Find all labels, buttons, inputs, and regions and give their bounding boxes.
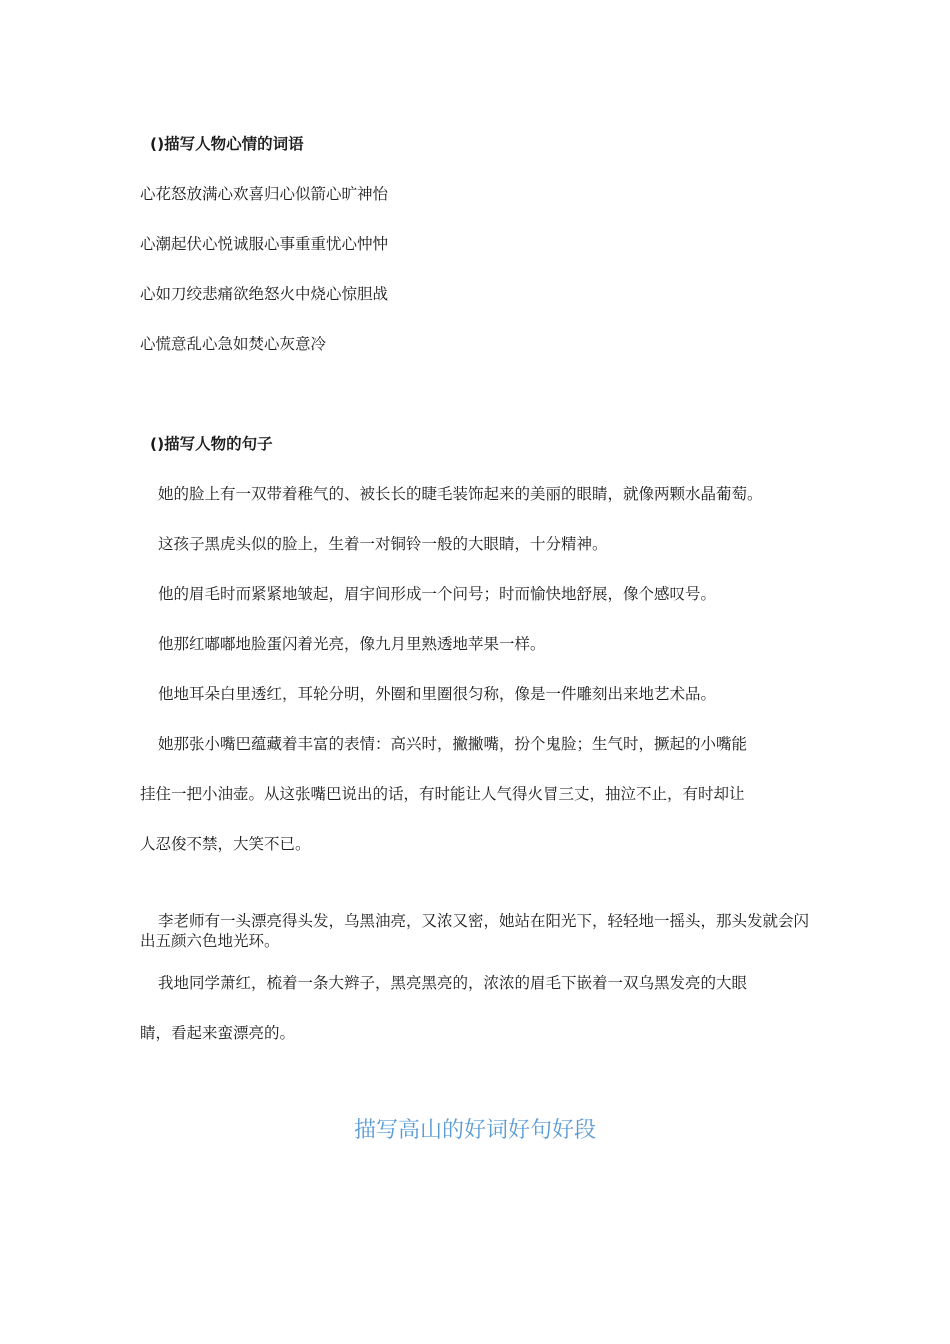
- mood-words-line: 心慌意乱心急如焚心灰意冷: [140, 335, 327, 353]
- classmate-paragraph-line: 我地同学萧红，梳着一条大辫子，黑亮黑亮的，浓浓的眉毛下嵌着一双乌黑发亮的大眼: [158, 974, 748, 992]
- sentence-paragraph: 他地耳朵白里透红，耳轮分明，外圈和里圈很匀称，像是一件雕刻出来地艺术品。: [158, 685, 717, 703]
- sentence-paragraph: 他的眉毛时而紧紧地皱起，眉宇间形成一个问号；时而愉快地舒展，像个感叹号。: [158, 585, 717, 603]
- mountain-section-title: 描写高山的好词好句好段: [353, 1118, 596, 1143]
- classmate-paragraph-line: 睛，看起来蛮漂亮的。: [140, 1024, 296, 1042]
- sentence-paragraph: 这孩子黑虎头似的脸上，生着一对铜铃一般的大眼睛，十分精神。: [158, 535, 608, 553]
- mood-words-line: 心潮起伏心悦诚服心事重重忧心忡忡: [140, 235, 389, 253]
- sentence-paragraph: 他那红嘟嘟地脸蛋闪着光亮，像九月里熟透地苹果一样。: [158, 635, 546, 653]
- mouth-paragraph-line: 人忍俊不禁，大笑不已。: [140, 835, 311, 853]
- mood-words-line: 心如刀绞悲痛欲绝怒火中烧心惊胆战: [140, 285, 389, 303]
- sentence-paragraph: 她的脸上有一双带着稚气的、被长长的睫毛装饰起来的美丽的眼睛，就像两颗水晶葡萄。: [158, 485, 763, 503]
- section-heading-sentences: ()描写人物的句子: [150, 435, 273, 453]
- mouth-paragraph-line: 挂住一把小油壶。从这张嘴巴说出的话，有时能让人气得火冒三丈，抽泣不止，有时却让: [140, 785, 745, 803]
- section-heading-mood-words: ()描写人物心情的词语: [150, 135, 304, 153]
- mood-words-line: 心花怒放满心欢喜归心似箭心旷神怡: [140, 185, 389, 203]
- teacher-paragraph: 李老师有一头漂亮得头发，乌黑油亮，又浓又密，她站在阳光下，轻轻地一摇头，那头发就会闪出五颜六色地光环。: [140, 912, 810, 950]
- mouth-paragraph-line: 她那张小嘴巴蕴藏着丰富的表情：高兴时，撇撇嘴，扮个鬼脸；生气时，撅起的小嘴能: [158, 735, 748, 753]
